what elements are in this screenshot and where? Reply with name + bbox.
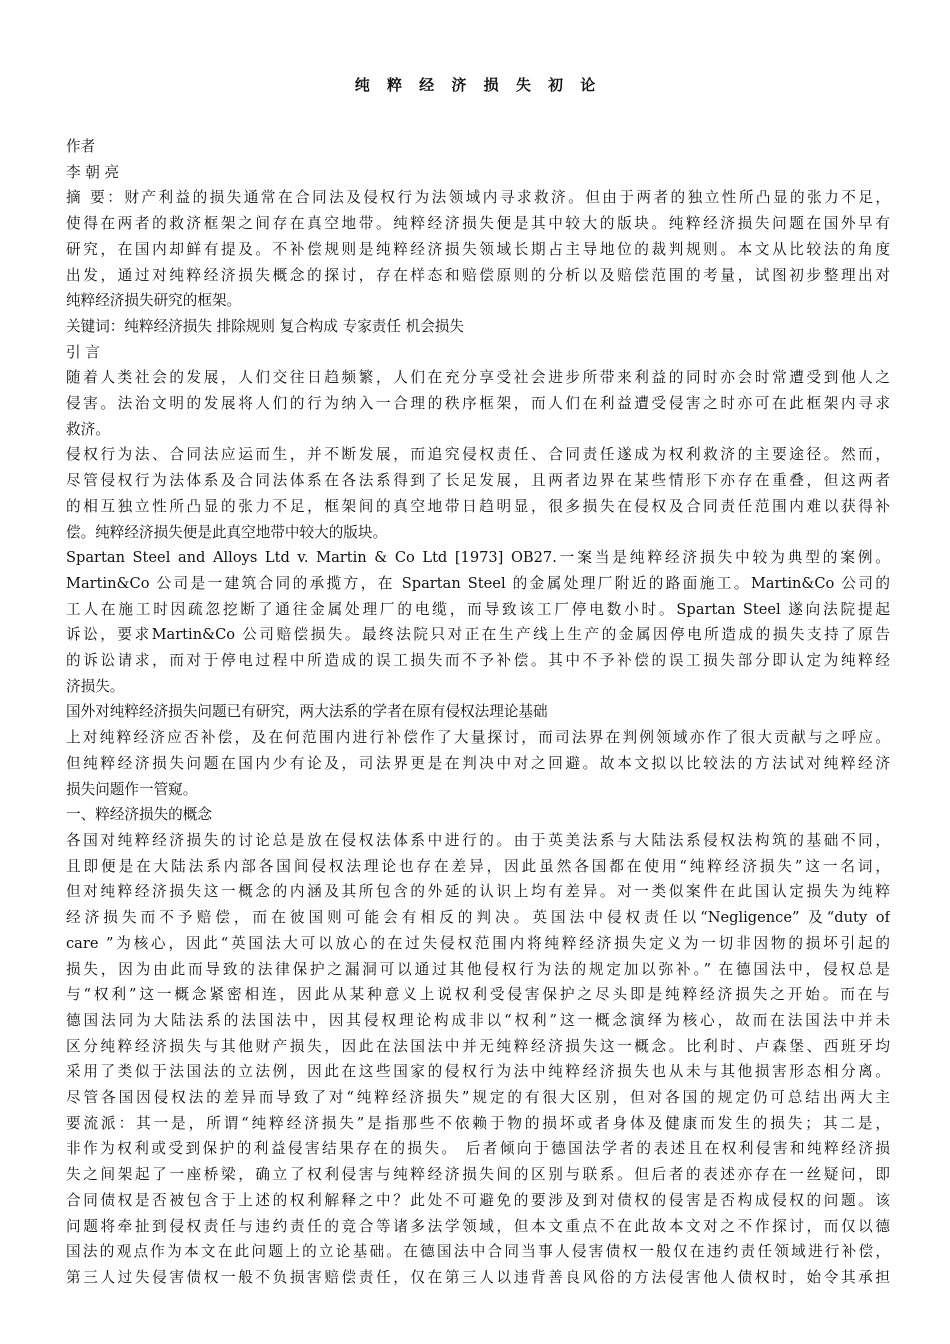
text-line: 尽管各国因侵权法的差异而导致了对“纯粹经济损失”规定的有很大区别，但对各国的规定仍可总结出两大主 xyxy=(66,1089,890,1107)
text-line: 一、粹经济损失的概念 xyxy=(66,806,212,824)
text-line: 与“权利”这一概念紧密相连，因此从某种意义上说权利受侵害保护之尽头即是纯粹经济损失之开始。而在与 xyxy=(66,986,890,1004)
text-line: 各国对纯粹经济损失的讨论总是放在侵权法体系中进行的。由于英美法系与大陆法系侵权法构筑的基础不同， xyxy=(66,831,890,849)
text-line: Spartan Steel and Alloys Ltd v. Martin & Co Ltd [1973] OB27.一案当是纯粹经济损失中较为典型的案例。 xyxy=(66,549,890,567)
text-line: 偿。纯粹经济损失便是此真空地带中较大的版块。 xyxy=(66,523,388,541)
text-line: Martin&Co 公司是一建筑合同的承揽方，在 Spartan Steel 的金属处理厂附近的路面施工。Martin&Co 公司的 xyxy=(66,574,890,592)
text-line: 李 朝 亮 xyxy=(66,163,120,181)
text-line: 区分纯粹经济损失与其他财产损失，因此在法国法中并无纯粹经济损失这一概念。比利时、卢森堡、西班牙均 xyxy=(66,1037,890,1055)
text-line: 工人在施工时因疏忽挖断了通往金属处理厂的电缆，而导致该工厂停电数小时。Spartan Steel 遂向法院提起 xyxy=(66,600,890,618)
text-line: 的诉讼请求，而对于停电过程中所造成的误工损失而不予补偿。其中不予补偿的误工损失部分即认定为纯粹经 xyxy=(66,652,890,670)
text-line: 使得在两者的救济框架之间存在真空地带。纯粹经济损失便是其中较大的版块。纯粹经济损失问题在国外早有 xyxy=(66,215,890,233)
text-line: 尽管侵权行为法体系及合同法体系在各法系得到了长足发展，且两者边界在某些情形下亦存在重叠，但这两者 xyxy=(66,472,890,490)
text-line: 摘 要：财产利益的损失通常在合同法及侵权行为法领域内寻求救济。但由于两者的独立性所凸显的张力不足， xyxy=(66,189,890,207)
text-line: 诉讼，要求Martin&Co 公司赔偿损失。最终法院只对正在生产线上生产的金属因停电所造成的损失支持了原告 xyxy=(66,626,890,644)
text-line: 但对纯粹经济损失这一概念的内涵及其所包含的外延的认识上均有差异。对一类似案件在此国认定损失为纯粹 xyxy=(66,883,890,901)
text-line: care ”为核心，因此“英国法大可以放心的在过失侵权范围内将纯粹经济损失定义为一切非因物的损坏引起的 xyxy=(66,934,890,952)
text-line: 济损失。 xyxy=(66,677,125,695)
text-line: 国法的观点作为本文在此问题上的立论基础。在德国法中合同当事人侵害债权一般仅在违约责任领域进行补偿， xyxy=(66,1243,890,1261)
document-page xyxy=(66,72,890,1291)
text-line: 出发，通过对纯粹经济损失概念的探讨，存在样态和赔偿原则的分析以及赔偿范围的考量，试图初步整理出对 xyxy=(66,266,890,284)
text-line: 侵害。法治文明的发展将人们的行为纳入一合理的秩序框架，而人们在利益遭受侵害之时亦可在此框架内寻求 xyxy=(66,395,890,413)
document-title: 纯 粹 经 济 损 失 初 论 xyxy=(354,76,602,94)
text-line: 救济。 xyxy=(66,420,110,438)
text-line: 经济损失而不予赔偿，而在彼国则可能会有相反的判决。英国法中侵权责任以“Negligence” 及“duty of xyxy=(66,909,890,927)
text-line: 问题将牵扯到侵权责任与违约责任的竞合等诸多法学领域，但本文重点不在此故本文对之不作探讨，而仅以德 xyxy=(66,1217,890,1235)
document-body xyxy=(66,134,890,1291)
text-line: 要流派：其一是，所谓“纯粹经济损失”是指那些不依赖于物的损坏或者身体及健康而发生的损失；其二是， xyxy=(66,1114,890,1132)
text-line: 德国法同为大陆法系的法国法中，因其侵权理论构成非以“权利”这一概念演绎为核心，故而在法国法中并未 xyxy=(66,1011,890,1029)
text-line: 损失，因为由此而导致的法律保护之漏洞可以通过其他侵权行为法的规定加以弥补。” 在德国法中，侵权总是 xyxy=(66,960,890,978)
text-line: 国外对纯粹经济损失问题已有研究，两大法系的学者在原有侵权法理论基础 xyxy=(66,703,548,721)
text-line: 的相互独立性所凸显的张力不足，框架间的真空地带日趋明显，很多损失在侵权及合同责任范围内难以获得补 xyxy=(66,497,890,515)
text-line: 合同债权是否被包含于上述的权利解释之中？此处不可避免的要涉及到对债权的侵害是否构成侵权的问题。该 xyxy=(66,1191,890,1209)
text-line: 第三人过失侵害债权一般不负损害赔偿责任，仅在第三人以违背善良风俗的方法侵害他人债权时，始令其承担 xyxy=(66,1268,890,1286)
text-line: 引 言 xyxy=(66,343,100,361)
text-line: 失之间架起了一座桥梁，确立了权利侵害与纯粹经济损失间的区别与联系。但后者的表述亦存在一丝疑问，即 xyxy=(66,1166,890,1184)
text-line: 非作为权利或受到保护的利益侵害结果存在的损失。 后者倾向于德国法学者的表述且在权利侵害和纯粹经济损 xyxy=(66,1140,890,1158)
text-line: 作者 xyxy=(66,138,96,155)
text-line: 随着人类社会的发展，人们交往日趋频繁，人们在充分享受社会进步所带来利益的同时亦会时常遭受到他人之 xyxy=(66,369,890,387)
text-line: 损失问题作一管窥。 xyxy=(66,780,198,798)
text-line: 但纯粹经济损失问题在国内少有论及，司法界更是在判决中对之回避。故本文拟以比较法的方法试对纯粹经济 xyxy=(66,754,890,772)
text-line: 纯粹经济损失研究的框架。 xyxy=(66,292,242,310)
text-line: 侵权行为法、合同法应运而生，并不断发展，而追究侵权责任、合同责任遂成为权利救济的主要途径。然而， xyxy=(66,446,890,464)
text-line: 上对纯粹经济应否补偿，及在何范围内进行补偿作了大量探讨，而司法界在判例领域亦作了很大贡献与之呼应。 xyxy=(66,729,890,747)
text-line: 采用了类似于法国法的立法例，因此在这些国家的侵权行为法中纯粹经济损失也从未与其他损害形态相分离。 xyxy=(66,1063,890,1081)
text-line: 研究，在国内却鲜有提及。不补偿规则是纯粹经济损失领域长期占主导地位的裁判规则。本文从比较法的角度 xyxy=(66,240,890,258)
text-line: 关键词：纯粹经济损失 排除规则 复合构成 专家责任 机会损失 xyxy=(66,317,464,335)
text-line: 且即便是在大陆法系内部各国间侵权法理论也存在差异，因此虽然各国都在使用“纯粹经济损失”这一名词， xyxy=(66,857,890,875)
